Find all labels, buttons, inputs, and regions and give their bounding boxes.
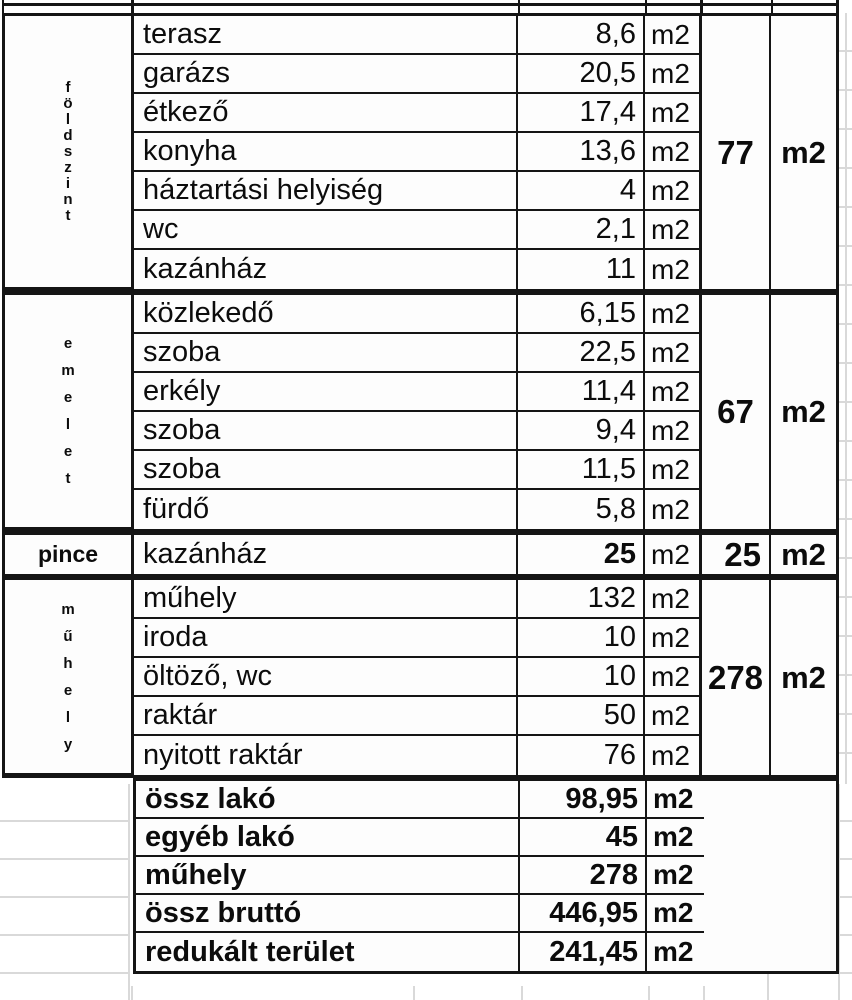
grid-stub xyxy=(131,0,134,13)
unit-cell[interactable]: m2 xyxy=(645,373,702,412)
empty-cells-right xyxy=(839,13,852,784)
gridline xyxy=(413,986,415,1000)
unit-cell[interactable]: m2 xyxy=(645,658,702,697)
room-name-cell[interactable]: erkély xyxy=(134,373,518,412)
floor-total-unit-cell[interactable]: m2 xyxy=(771,295,836,529)
room-name-cell[interactable]: kazánház xyxy=(134,535,518,574)
floor-label-vertical: f ö l d s z i n t xyxy=(63,78,73,224)
floor-label-cell[interactable]: pince xyxy=(5,535,134,574)
area-value-cell[interactable]: 5,8 xyxy=(518,490,645,529)
room-name-cell[interactable]: iroda xyxy=(134,619,518,658)
room-name-cell[interactable]: raktár xyxy=(134,697,518,736)
room-name-cell[interactable]: műhely xyxy=(134,580,518,619)
room-name-cell[interactable]: közlekedő xyxy=(134,295,518,334)
area-value-cell[interactable]: 22,5 xyxy=(518,334,645,373)
area-table xyxy=(2,13,839,974)
area-value-cell[interactable]: 4 xyxy=(518,172,645,211)
room-name-cell[interactable]: terasz xyxy=(134,16,518,55)
summary-value-cell[interactable]: 241,45 xyxy=(520,933,647,971)
summary-label-cell[interactable]: össz bruttó xyxy=(136,895,520,933)
area-value-cell[interactable]: 11 xyxy=(518,250,645,289)
unit-cell[interactable]: m2 xyxy=(645,736,702,775)
area-value-cell[interactable]: 11,4 xyxy=(518,373,645,412)
room-name-cell[interactable]: konyha xyxy=(134,133,518,172)
unit-cell[interactable]: m2 xyxy=(645,580,702,619)
floor-block-emelet xyxy=(2,292,839,532)
area-value-cell[interactable]: 76 xyxy=(518,736,645,775)
cutoff-row-border xyxy=(2,3,839,6)
summary-table xyxy=(133,778,839,974)
room-name-cell[interactable]: háztartási helyiség xyxy=(134,172,518,211)
unit-cell[interactable]: m2 xyxy=(645,697,702,736)
gridline xyxy=(703,986,705,1000)
floor-label-cell[interactable] xyxy=(5,580,134,775)
summary-unit-cell[interactable]: m2 xyxy=(647,819,704,857)
summary-value-cell[interactable]: 278 xyxy=(520,857,647,895)
room-name-cell[interactable]: étkező xyxy=(134,94,518,133)
unit-cell[interactable]: m2 xyxy=(645,619,702,658)
floor-total-unit-cell[interactable]: m2 xyxy=(771,16,836,289)
unit-cell[interactable]: m2 xyxy=(645,94,702,133)
unit-cell[interactable]: m2 xyxy=(645,16,702,55)
floor-label-cell[interactable] xyxy=(5,295,134,529)
room-name-cell[interactable]: öltöző, wc xyxy=(134,658,518,697)
cutoff-row-top xyxy=(0,0,852,13)
floor-block-műhely xyxy=(2,577,839,778)
summary-unit-cell[interactable]: m2 xyxy=(647,933,704,971)
floor-total-value-cell[interactable]: 278 xyxy=(702,580,771,775)
area-value-cell[interactable]: 11,5 xyxy=(518,451,645,490)
unit-cell[interactable]: m2 xyxy=(645,133,702,172)
cutoff-row-bottom xyxy=(0,986,852,1000)
area-value-cell[interactable]: 17,4 xyxy=(518,94,645,133)
room-name-cell[interactable]: szoba xyxy=(134,334,518,373)
gridline xyxy=(521,986,523,1000)
grid-stub xyxy=(700,0,703,13)
grid-stub xyxy=(771,0,773,13)
grid-stub xyxy=(836,0,839,13)
unit-cell[interactable]: m2 xyxy=(645,295,702,334)
floor-total-unit-cell[interactable]: m2 xyxy=(771,580,836,775)
area-value-cell[interactable]: 2,1 xyxy=(518,211,645,250)
grid-stub xyxy=(2,0,4,13)
summary-label-cell[interactable]: egyéb lakó xyxy=(136,819,520,857)
floor-total-unit-cell[interactable]: m2 xyxy=(771,535,836,574)
unit-cell[interactable]: m2 xyxy=(645,250,702,289)
area-value-cell[interactable]: 10 xyxy=(518,658,645,697)
summary-unit-cell[interactable]: m2 xyxy=(647,781,704,819)
room-name-cell[interactable]: szoba xyxy=(134,451,518,490)
grid-stub xyxy=(518,0,520,13)
summary-value-cell[interactable]: 446,95 xyxy=(520,895,647,933)
unit-cell[interactable]: m2 xyxy=(645,490,702,529)
summary-unit-cell[interactable]: m2 xyxy=(647,895,704,933)
area-value-cell[interactable]: 50 xyxy=(518,697,645,736)
grid-stub xyxy=(645,0,647,13)
room-name-cell[interactable]: nyitott raktár xyxy=(134,736,518,775)
gridline xyxy=(648,986,650,1000)
summary-value-cell[interactable]: 98,95 xyxy=(520,781,647,819)
summary-unit-cell[interactable]: m2 xyxy=(647,857,704,895)
area-value-cell[interactable]: 132 xyxy=(518,580,645,619)
room-name-cell[interactable]: garázs xyxy=(134,55,518,94)
area-value-cell[interactable]: 13,6 xyxy=(518,133,645,172)
room-name-cell[interactable]: szoba xyxy=(134,412,518,451)
unit-cell[interactable]: m2 xyxy=(645,55,702,94)
summary-label-cell[interactable]: műhely xyxy=(136,857,520,895)
floor-total-value-cell[interactable]: 25 xyxy=(702,535,771,574)
floor-label-vertical: e m e l e t xyxy=(61,335,75,487)
floor-block-földszint xyxy=(2,13,839,292)
area-value-cell[interactable]: 8,6 xyxy=(518,16,645,55)
unit-cell[interactable]: m2 xyxy=(645,535,702,574)
unit-cell[interactable]: m2 xyxy=(645,451,702,490)
unit-cell[interactable]: m2 xyxy=(645,412,702,451)
summary-value-cell[interactable]: 45 xyxy=(520,819,647,857)
area-value-cell[interactable]: 10 xyxy=(518,619,645,658)
unit-cell[interactable]: m2 xyxy=(645,334,702,373)
floor-label-cell[interactable] xyxy=(5,16,134,289)
floor-total-value-cell[interactable]: 77 xyxy=(702,16,771,289)
area-value-cell[interactable]: 20,5 xyxy=(518,55,645,94)
room-name-cell[interactable]: kazánház xyxy=(134,250,518,289)
gridline xyxy=(131,986,133,1000)
floor-block-pince xyxy=(2,532,839,577)
area-value-cell[interactable]: 6,15 xyxy=(518,295,645,334)
unit-cell[interactable]: m2 xyxy=(645,211,702,250)
summary-label-cell[interactable]: össz lakó xyxy=(136,781,520,819)
area-value-cell[interactable]: 25 xyxy=(518,535,645,574)
unit-cell[interactable]: m2 xyxy=(645,172,702,211)
floor-total-value-cell[interactable]: 67 xyxy=(702,295,771,529)
room-name-cell[interactable]: fürdő xyxy=(134,490,518,529)
summary-label-cell[interactable]: redukált terület xyxy=(136,933,520,971)
floor-label-vertical: m ű h e l y xyxy=(61,600,75,753)
room-name-cell[interactable]: wc xyxy=(134,211,518,250)
area-value-cell[interactable]: 9,4 xyxy=(518,412,645,451)
